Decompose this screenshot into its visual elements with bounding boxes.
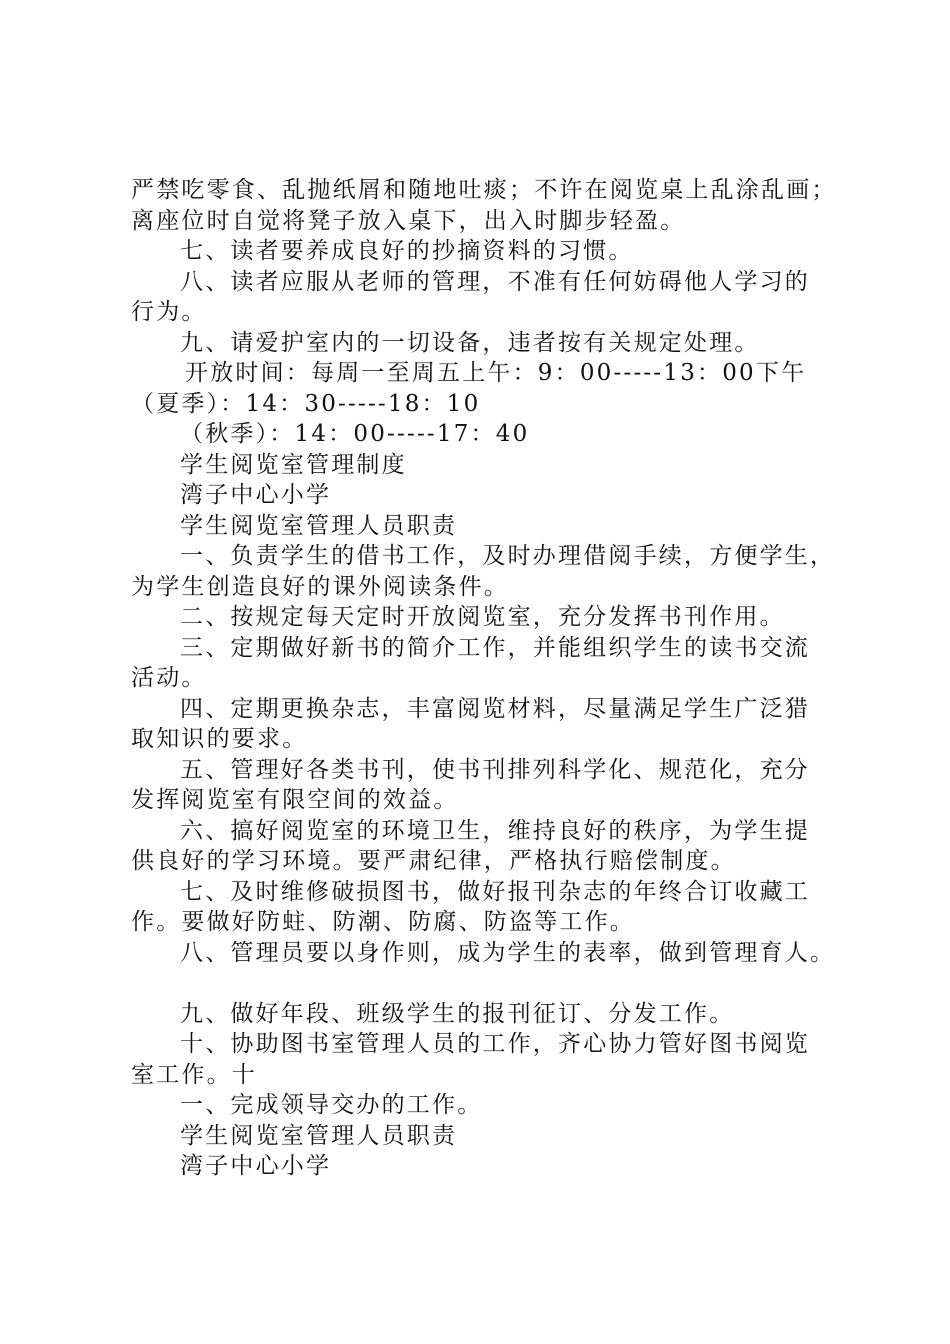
text-line: 三、定期做好新书的简介工作，并能组织学生的读书交流 [180, 634, 810, 661]
text-line: 五、管理好各类书刊，使书刊排列科学化、规范化，充分 [180, 756, 810, 783]
text-line: 严禁吃零食、乱抛纸屑和随地吐痰；不许在阅览桌上乱涂乱画； [131, 177, 837, 203]
text-line: 八、管理员要以身作则，成为学生的表率，做到管理育人。 [180, 939, 836, 966]
text-line: 九、请爱护室内的一切设备，违者按有关规定处理。 [180, 329, 760, 356]
school-name: 湾子中心小学 [180, 482, 332, 508]
text-line: 离座位时自觉将凳子放入桌下，出入时脚步轻盈。 [131, 207, 686, 234]
text-line: 六、搞好阅览室的环境卫生，维持良好的秩序，为学生提 [180, 817, 810, 844]
section-title: 学生阅览室管理人员职责 [180, 512, 458, 539]
text-line: 二、按规定每天定时开放阅览室，充分发挥书刊作用。 [180, 604, 785, 630]
text-line: 活动。 [131, 665, 207, 691]
text-line: 七、及时维修破损图书，做好报刊杂志的年终合订收藏工 [180, 878, 810, 905]
text-line: 九、做好年段、班级学生的报刊征订、分发工作。 [180, 1000, 735, 1027]
text-line: 发挥阅览室有限空间的效益。 [131, 787, 459, 813]
section-title: 学生阅览室管理人员职责 [180, 1122, 458, 1149]
text-line: 一、负责学生的借书工作，及时办理借阅手续，方便学生， [180, 543, 836, 569]
blank-line [131, 968, 851, 999]
text-line: 一、完成领导交办的工作。 [180, 1092, 483, 1118]
text-line: 行为。 [131, 299, 207, 325]
document-page [131, 175, 851, 1182]
text-line: 十、协助图书室管理人员的工作，齐心协力管好图书阅览 [180, 1031, 810, 1057]
text-line: 四、定期更换杂志，丰富阅览材料，尽量满足学生广泛猎 [180, 695, 810, 722]
opening-hours-line: 开放时间：每周一至周五上午：9：00-----13：00下午 [185, 360, 807, 386]
text-line: 七、读者要养成良好的抄摘资料的习惯。 [180, 238, 634, 264]
text-line: 作。要做好防蛀、防潮、防腐、防盗等工作。 [131, 909, 635, 935]
summer-hours-line: （夏季）：14：30-----18：10 [131, 390, 481, 417]
text-line: 为学生创造良好的课外阅读条件。 [131, 573, 509, 600]
section-title: 学生阅览室管理制度 [180, 451, 407, 478]
school-name: 湾子中心小学 [180, 1153, 332, 1179]
text-line: 八、读者应服从老师的管理，不准有任何妨碍他人学习的 [180, 268, 810, 295]
text-line: 供良好的学习环境。要严肃纪律，严格执行赔偿制度。 [131, 848, 736, 874]
text-line: 取知识的要求。 [131, 726, 308, 752]
autumn-hours-line: （秋季）：14：00-----17：40 [180, 421, 530, 447]
text-line: 室工作。十 [131, 1061, 257, 1088]
